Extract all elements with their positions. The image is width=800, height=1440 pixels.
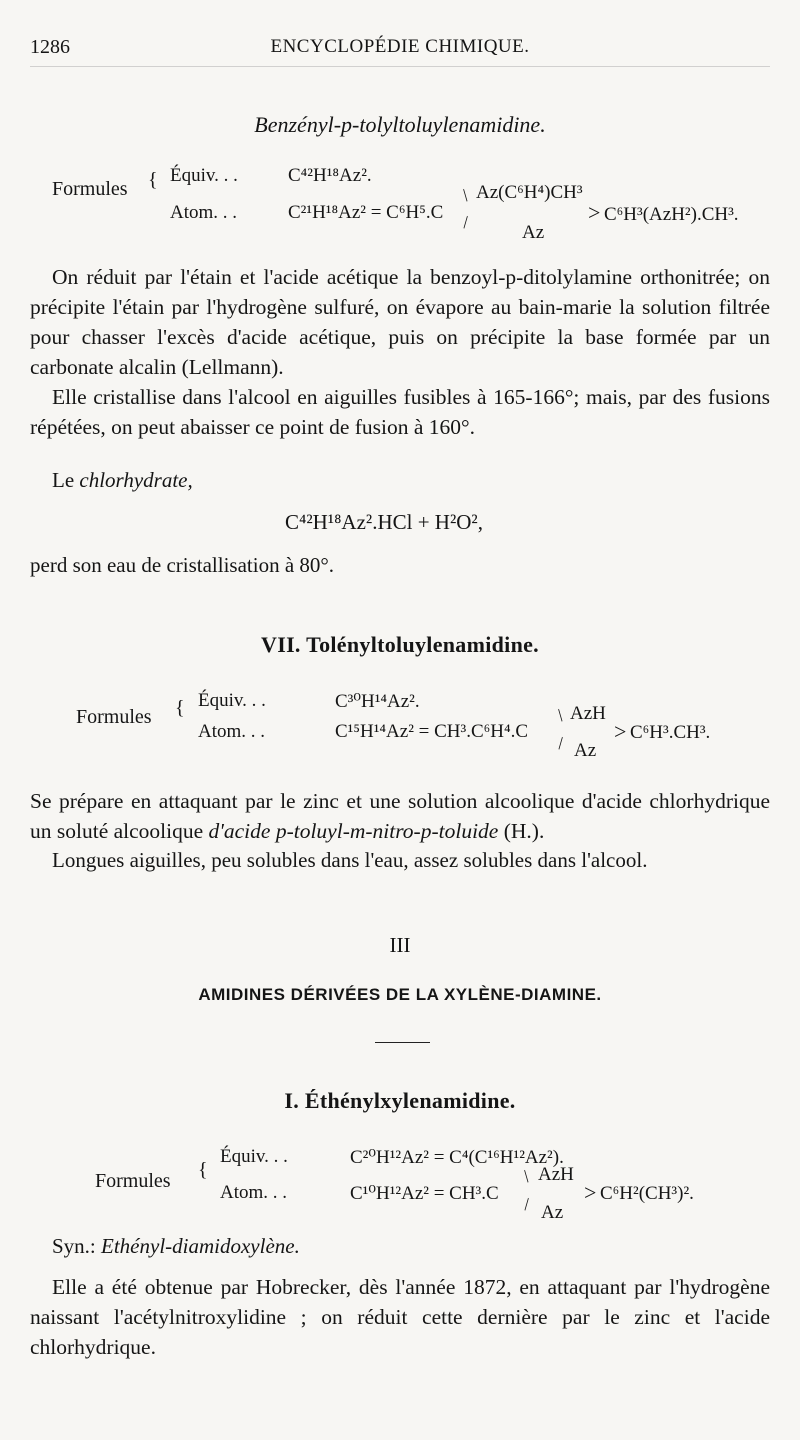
page-header [30, 36, 770, 62]
equiv-formula: C⁴²H¹⁸Az². [288, 165, 372, 186]
paragraph [30, 382, 770, 442]
formula-label: Formules [95, 1170, 171, 1192]
chlorhydrate-formula: C⁴²H¹⁸Az².HCl + H²O², [285, 510, 483, 534]
atom-formula-lhs: C²¹H¹⁸Az² = C⁶H⁵.C [288, 202, 444, 223]
bond-up-icon: / [457, 185, 474, 205]
text-italic: acide p-toluyl-m-nitro-p-toluide [223, 819, 499, 843]
brace-icon: { [198, 1159, 208, 1181]
bond-join-icon: > [614, 719, 627, 744]
brace-icon: { [148, 169, 158, 191]
equiv-formula: C³⁰H¹⁴Az². [335, 691, 420, 712]
atom-label: Atom. . . [198, 721, 266, 742]
text-italic: d' [208, 819, 224, 843]
synonym-line [52, 1234, 300, 1259]
bond-up-icon: / [518, 1166, 535, 1186]
atom-formula-lhs: C¹⁵H¹⁴Az² = CH³.C⁶H⁴.C [335, 721, 529, 742]
chlorhydrate-line [52, 468, 193, 493]
bond-down-icon: \ [553, 733, 569, 753]
bond-join-icon: > [588, 200, 601, 225]
page-number: 1286 [30, 36, 70, 58]
paragraph [30, 262, 770, 382]
section-title: I. Éthénylxylenamidine. [284, 1088, 516, 1113]
part-number: III [389, 933, 411, 957]
paragraph-text: Elle cristallise dans l'alcool en aiguilles fusibles à 165-166°; mais, par des fusions répétées, on peut abaisser ce point de fusion à 160°. [30, 385, 770, 439]
compound-title: Benzényl-p-tolyltoluylenamidine. [254, 112, 546, 137]
paragraph [30, 786, 770, 846]
formula-block [0, 160, 800, 250]
paragraph-text: On réduit par l'étain et l'acide acétique la benzoyl-p-ditolylamine orthonitrée; on précipite l'étain par l'hydrogène sulfuré, on évapore au bain-marie la solution filtrée pour chasser l'excès d'acide acétique, puis on précipite la base formée par un carbonate alcalin (Lellmann). [30, 265, 770, 379]
formula-label: Formules [76, 706, 152, 728]
paragraph: Longues aiguilles, peu solubles dans l'eau, assez solubles dans l'alcool. [52, 848, 648, 872]
paragraph-text: Se prépare en attaquant par le zinc et une solution alcoolique d'acide chlorhydrique un soluté alcoolique [30, 789, 770, 843]
atom-lower-group: Az [574, 740, 597, 761]
formula-label: Formules [52, 178, 128, 200]
header-rule [30, 66, 770, 67]
brace-icon: { [175, 697, 185, 719]
atom-upper-group: AzH [570, 703, 606, 724]
synonym-value: Ethényl-diamidoxylène. [101, 1234, 300, 1258]
atom-formula-lhs: C¹⁰H¹²Az² = CH³.C [350, 1183, 499, 1204]
atom-lower-group: Az [541, 1202, 564, 1223]
paragraph-text: Elle a été obtenue par Hobrecker, dès l'année 1872, en attaquant par l'hydrogène naissant l'acétylnitroxylidine ; on réduit cette dernière par le zinc et l'acide chlorhydrique. [30, 1275, 770, 1359]
equiv-label: Équiv. . . [198, 690, 266, 711]
bond-up-icon: / [552, 705, 569, 725]
formula-block [0, 1138, 800, 1228]
chlorhydrate-text: perd son eau de cristallisation à 80°. [30, 553, 335, 577]
bond-down-icon: \ [519, 1194, 535, 1214]
bond-join-icon: > [584, 1180, 597, 1205]
atom-upper-group: AzH [538, 1164, 574, 1185]
atom-formula-rhs: C⁶H²(CH³)². [600, 1183, 694, 1204]
equiv-label: Équiv. . . [220, 1146, 288, 1167]
atom-label: Atom. . . [220, 1182, 288, 1203]
text-italic: chlorhydrate, [79, 468, 193, 492]
atom-formula-rhs: C⁶H³(AzH²).CH³. [604, 204, 739, 225]
bond-down-icon: \ [458, 212, 474, 232]
divider [375, 1042, 430, 1043]
running-title: ENCYCLOPÉDIE CHIMIQUE. [270, 36, 530, 57]
atom-upper-group: Az(C⁶H⁴)CH³ [476, 182, 583, 203]
equiv-label: Équiv. . . [170, 165, 238, 186]
paragraph-text: (H.). [498, 819, 545, 843]
paragraph [30, 1272, 770, 1362]
formula-block [0, 678, 800, 768]
synonym-label: Syn.: [52, 1234, 102, 1258]
atom-label: Atom. . . [170, 202, 238, 223]
section-title: VII. Tolényltoluylenamidine. [261, 632, 539, 657]
atom-lower-group: Az [522, 222, 545, 243]
atom-formula-rhs: C⁶H³.CH³. [630, 722, 711, 743]
part-heading: AMIDINES DÉRIVÉES DE LA XYLÈNE-DIAMINE. [198, 985, 602, 1004]
text: Le [52, 468, 80, 492]
equiv-formula: C²⁰H¹²Az² = C⁴(C¹⁶H¹²Az²). [350, 1147, 564, 1168]
